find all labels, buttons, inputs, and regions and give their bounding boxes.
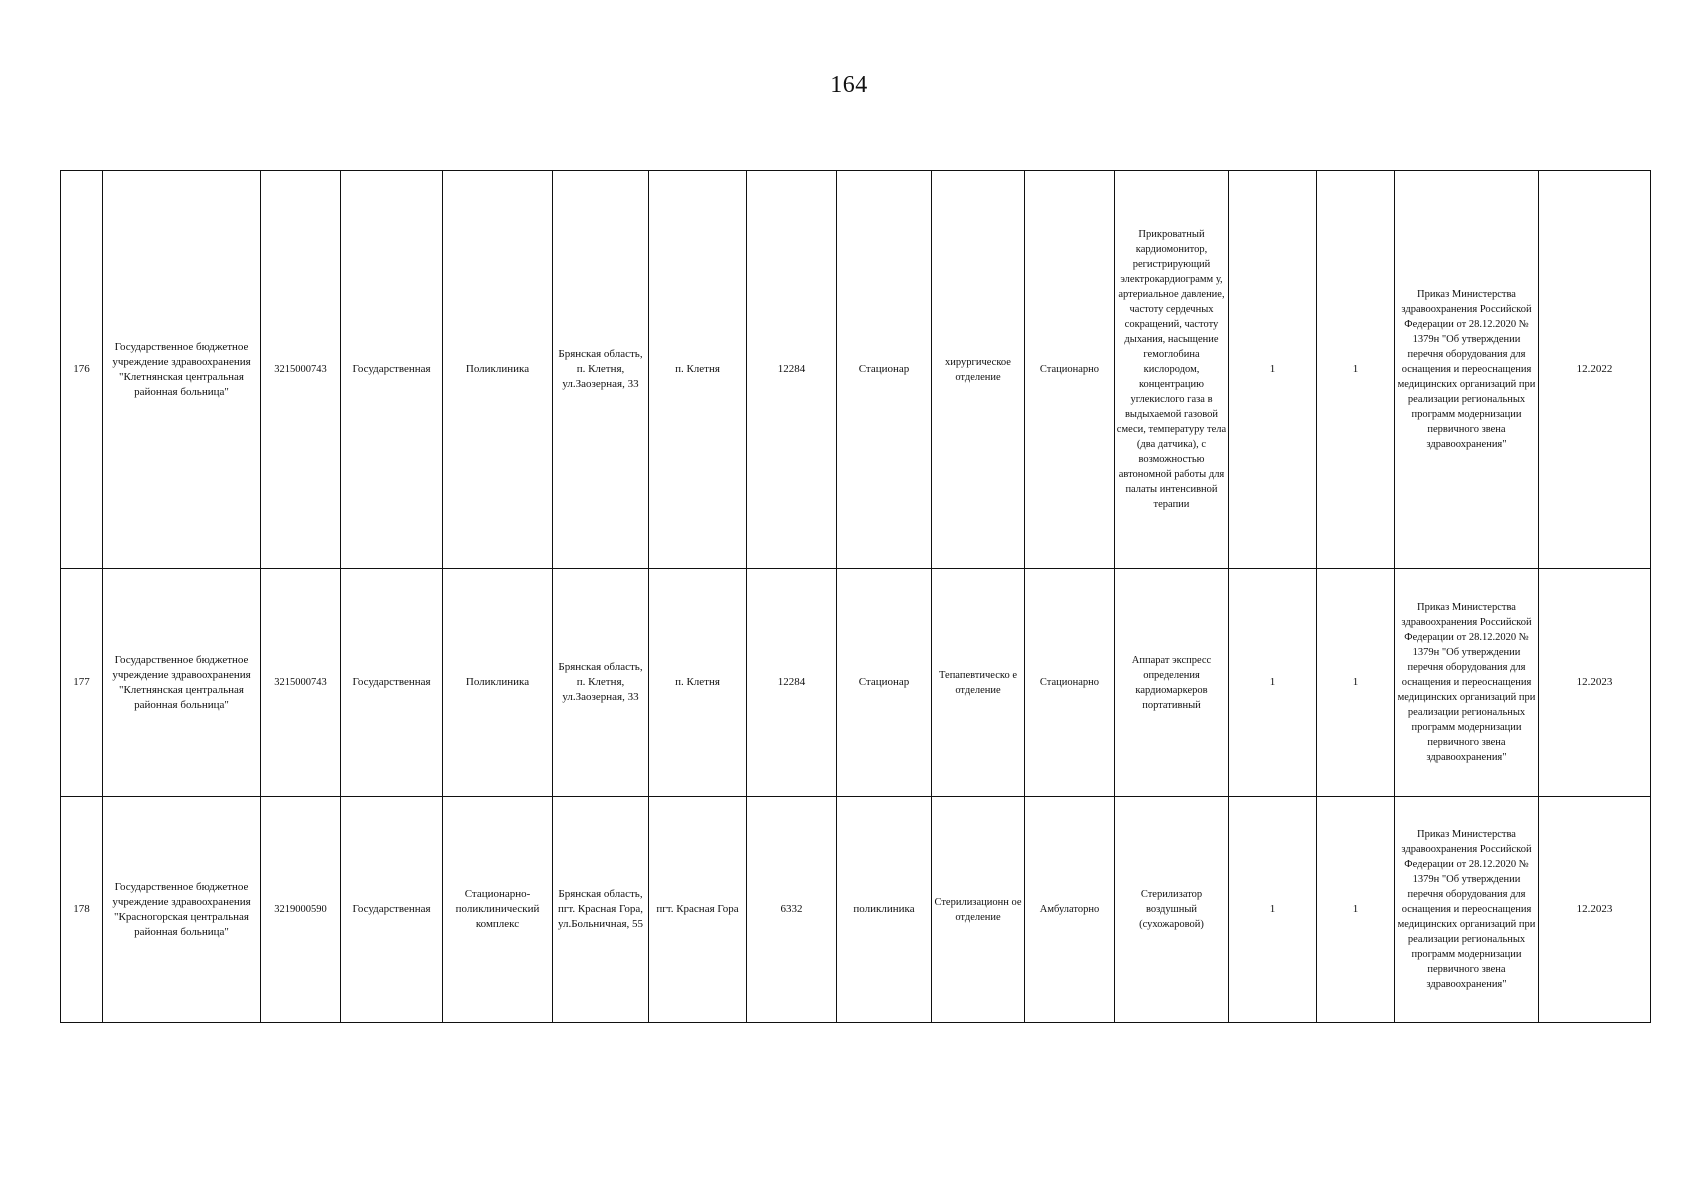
row-number: 176 bbox=[61, 171, 103, 569]
equipment-registry-table bbox=[60, 170, 1651, 1023]
legal-basis: Приказ Министерства здравоохранения Российской Федерации от 28.12.2020 № 1379н "Об утверждении перечня оборудования для оснащения и переоснащения медицинских организаций при реализации региональных программ модернизации первичного звена здравоохранения" bbox=[1395, 569, 1539, 797]
care-type: Стационар bbox=[837, 569, 932, 797]
organization-code: 3215000743 bbox=[261, 171, 341, 569]
department: хирургическое отделение bbox=[932, 171, 1025, 569]
delivery-date: 12.2023 bbox=[1539, 569, 1651, 797]
organization-code: 3215000743 bbox=[261, 569, 341, 797]
delivery-date: 12.2023 bbox=[1539, 797, 1651, 1023]
legal-basis: Приказ Министерства здравоохранения Российской Федерации от 28.12.2020 № 1379н "Об утверждении перечня оборудования для оснащения и переоснащения медицинских организаций при реализации региональных программ модернизации первичного звена здравоохранения" bbox=[1395, 171, 1539, 569]
ownership-form: Государственная bbox=[341, 797, 443, 1023]
ownership-form: Государственная bbox=[341, 569, 443, 797]
organization-name: Государственное бюджетное учреждение здравоохранения "Красногорская центральная районная больница" bbox=[103, 797, 261, 1023]
facility-address: Брянская область, п. Клетня, ул.Заозерная, 33 bbox=[553, 171, 649, 569]
quantity-required: 1 bbox=[1229, 797, 1317, 1023]
equipment-name: Стерилизатор воздушный (сухожаровой) bbox=[1115, 797, 1229, 1023]
row-number: 177 bbox=[61, 569, 103, 797]
settlement: п. Клетня bbox=[649, 171, 747, 569]
quantity-required: 1 bbox=[1229, 171, 1317, 569]
settlement: пгт. Красная Гора bbox=[649, 797, 747, 1023]
row-number: 178 bbox=[61, 797, 103, 1023]
quantity-planned: 1 bbox=[1317, 569, 1395, 797]
quantity-planned: 1 bbox=[1317, 171, 1395, 569]
table-row bbox=[61, 569, 1651, 797]
ownership-form: Государственная bbox=[341, 171, 443, 569]
organization-name: Государственное бюджетное учреждение здравоохранения "Клетнянская центральная районная больница" bbox=[103, 569, 261, 797]
delivery-date: 12.2022 bbox=[1539, 171, 1651, 569]
settlement: п. Клетня bbox=[649, 569, 747, 797]
care-form: Стационарно bbox=[1025, 569, 1115, 797]
department: Стерилизационн ое отделение bbox=[932, 797, 1025, 1023]
population: 12284 bbox=[747, 171, 837, 569]
facility-type: Поликлиника bbox=[443, 171, 553, 569]
page-number: 164 bbox=[830, 72, 868, 98]
table-row bbox=[61, 171, 1651, 569]
organization-name: Государственное бюджетное учреждение здравоохранения "Клетнянская центральная районная больница" bbox=[103, 171, 261, 569]
table-row bbox=[61, 797, 1651, 1023]
facility-type: Стационарно-поликлинический комплекс bbox=[443, 797, 553, 1023]
quantity-required: 1 bbox=[1229, 569, 1317, 797]
facility-type: Поликлиника bbox=[443, 569, 553, 797]
population: 12284 bbox=[747, 569, 837, 797]
quantity-planned: 1 bbox=[1317, 797, 1395, 1023]
facility-address: Брянская область, п. Клетня, ул.Заозерная, 33 bbox=[553, 569, 649, 797]
facility-address: Брянская область, пгт. Красная Гора, ул.Больничная, 55 bbox=[553, 797, 649, 1023]
legal-basis: Приказ Министерства здравоохранения Российской Федерации от 28.12.2020 № 1379н "Об утверждении перечня оборудования для оснащения и переоснащения медицинских организаций при реализации региональных программ модернизации первичного звена здравоохранения" bbox=[1395, 797, 1539, 1023]
care-type: Стационар bbox=[837, 171, 932, 569]
care-form: Амбулаторно bbox=[1025, 797, 1115, 1023]
care-type: поликлиника bbox=[837, 797, 932, 1023]
care-form: Стационарно bbox=[1025, 171, 1115, 569]
department: Тепапевтическо е отделение bbox=[932, 569, 1025, 797]
population: 6332 bbox=[747, 797, 837, 1023]
organization-code: 3219000590 bbox=[261, 797, 341, 1023]
equipment-name: Аппарат экспресс определения кардиомаркеров портативный bbox=[1115, 569, 1229, 797]
equipment-name: Прикроватный кардиомонитор, регистрирующий электрокардиограмм у, артериальное давление, частоту сердечных сокращений, частоту дыхания, насыщение гемоглобина кислородом, концентрацию углекислого газа в выдыхаемой газовой смеси, температуру тела (два датчика), с возможностью автономной работы для палаты интенсивной терапии bbox=[1115, 171, 1229, 569]
